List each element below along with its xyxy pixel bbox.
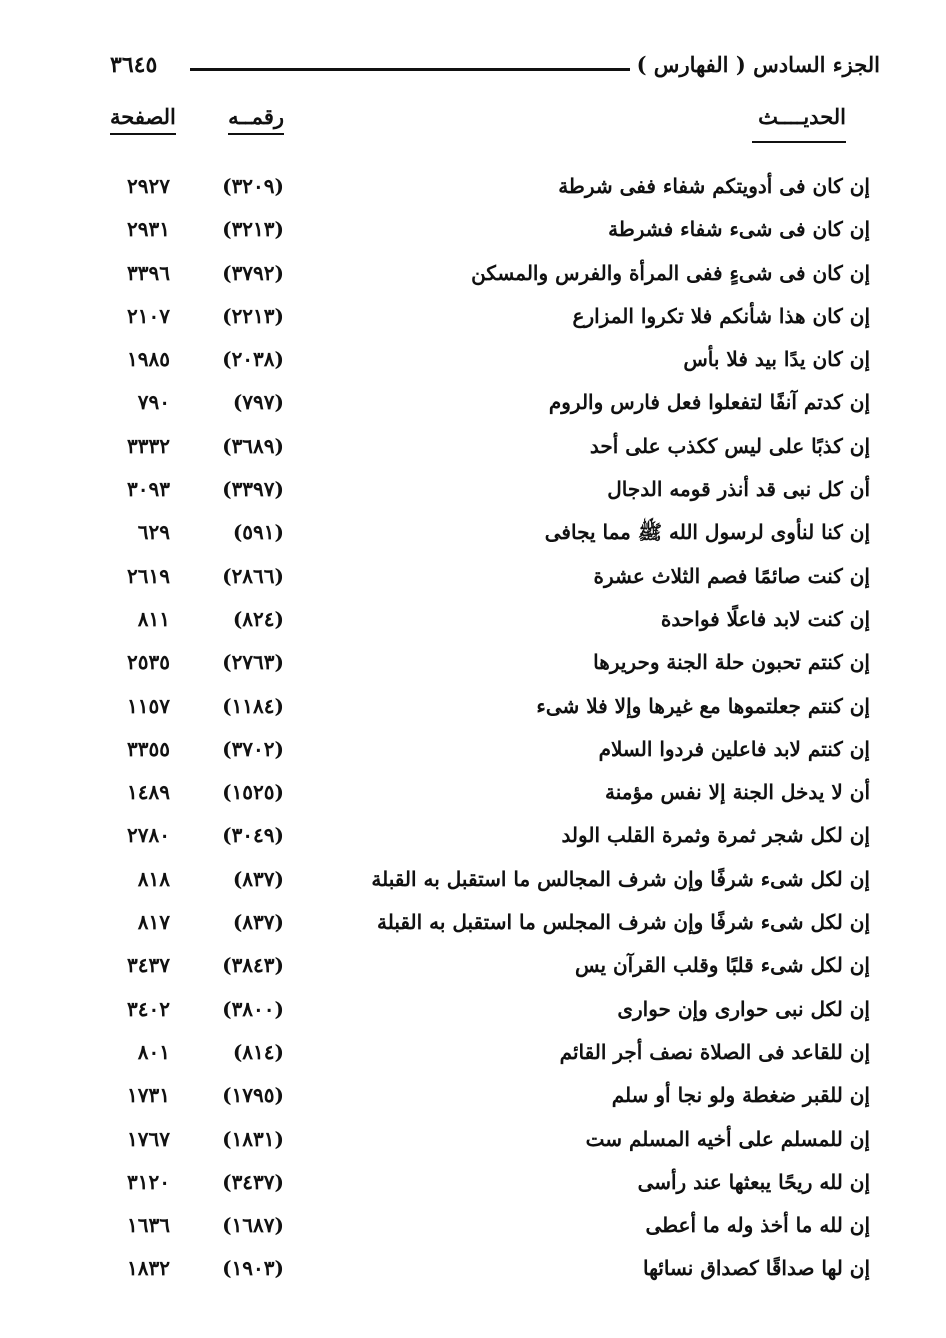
hadith-number: (٣٢٠٩) xyxy=(222,174,284,198)
index-entry xyxy=(0,1166,946,1209)
index-entry xyxy=(0,993,946,1036)
page-reference: ٧٩٠ xyxy=(137,390,170,415)
hadith-text: أن كل نبى قد أنذر قومه الدجال xyxy=(607,477,870,502)
header-rule xyxy=(190,68,630,71)
hadith-number: (٣٧٠٢) xyxy=(222,736,284,761)
page-reference: ٢٧٨٠ xyxy=(127,823,170,848)
index-entry xyxy=(0,1209,946,1252)
hadith-number: (٣٦٨٩) xyxy=(222,433,284,458)
index-entry xyxy=(0,473,946,516)
hadith-text: إن لله ريحًا يبعثها عند رأسى xyxy=(637,1169,870,1194)
hadith-number: (١٩٠٣) xyxy=(222,1256,284,1281)
index-entry xyxy=(0,733,946,776)
hadith-number: (٣٨٤٣) xyxy=(222,953,284,978)
page-reference: ٨١٨ xyxy=(137,866,170,891)
hadith-text: إن كنتم تحبون حلة الجنة وحريرها xyxy=(593,650,870,675)
page-reference: ٢٦١٩ xyxy=(127,563,170,588)
column-heading-number: رقمــه xyxy=(228,104,284,135)
index-entry xyxy=(0,170,946,213)
page-reference: ١٦٣٦ xyxy=(127,1213,170,1238)
hadith-number: (٨١٤) xyxy=(232,1039,284,1064)
hadith-number: (٨٣٧) xyxy=(232,910,284,935)
hadith-text: إن للقبر ضغطة ولو نجا أو سلم xyxy=(611,1083,870,1108)
index-entry xyxy=(0,906,946,949)
hadith-text: إن كان يدًا بيد فلا بأس xyxy=(683,347,870,372)
page-reference: ٣٣٣٢ xyxy=(127,433,170,458)
index-entry xyxy=(0,690,946,733)
page-number: ٣٦٤٥ xyxy=(110,52,158,78)
hadith-text: إن للمسلم على أخيه المسلم ست xyxy=(585,1126,870,1151)
hadith-text: إن لله ما أخذ وله ما أعطى xyxy=(645,1213,870,1238)
hadith-number: (٨٢٤) xyxy=(232,606,284,631)
page-reference: ١٧٦٧ xyxy=(127,1126,170,1151)
page-reference: ٨١٧ xyxy=(137,910,170,935)
hadith-text: إن لكل نبى حوارى وإن حوارى xyxy=(617,996,870,1021)
hadith-number: (٨٣٧) xyxy=(232,866,284,891)
hadith-text: إن كنتم لابد فاعلين فردوا السلام xyxy=(598,736,870,761)
hadith-text: إن كان فى شىءٍ ففى المرأة والفرس والمسكن xyxy=(471,260,870,285)
index-entry xyxy=(0,949,946,992)
hadith-text: إن كان هذا شأنكم فلا تكروا المزارع xyxy=(572,303,870,328)
index-entry xyxy=(0,516,946,559)
hadith-number: (١٦٨٧) xyxy=(222,1213,284,1238)
hadith-number: (٢٨٦٦) xyxy=(222,563,284,588)
page-reference: ٨١١ xyxy=(137,606,170,631)
hadith-index-list xyxy=(0,170,946,1296)
page-reference: ١٧٣١ xyxy=(127,1083,170,1108)
hadith-number: (٧٩٧) xyxy=(232,390,284,415)
page-reference: ٣٠٩٣ xyxy=(127,477,170,502)
index-entry xyxy=(0,1079,946,1122)
page-reference: ٣٤٣٧ xyxy=(127,953,170,978)
hadith-text: إن كان فى أدويتكم شفاء ففى شرطة xyxy=(558,174,870,198)
page-reference: ٣٤٠٢ xyxy=(127,996,170,1021)
hadith-text: إن لها صداقًا كصداق نسائها xyxy=(642,1256,870,1281)
hadith-number: (٣٢١٣) xyxy=(222,217,284,242)
index-entry xyxy=(0,430,946,473)
hadith-text: إن لكل شىء قلبًا وقلب القرآن يس xyxy=(574,953,870,978)
page-reference: ١٤٨٩ xyxy=(127,780,170,805)
index-entry xyxy=(0,300,946,343)
hadith-text: إن للقاعد فى الصلاة نصف أجر القائم xyxy=(559,1039,870,1064)
index-entry xyxy=(0,603,946,646)
page-reference: ٢١٠٧ xyxy=(127,303,170,328)
index-entry xyxy=(0,1036,946,1079)
hadith-text: إن كدتم آنفًا لتفعلوا فعل فارس والروم xyxy=(548,390,870,415)
index-entry xyxy=(0,646,946,689)
hadith-text: إن كنتم جعلتموها مع غيرها وإلا فلا شىء xyxy=(536,693,870,718)
page-reference: ٣٣٥٥ xyxy=(127,736,170,761)
index-entry xyxy=(0,343,946,386)
index-entry xyxy=(0,1123,946,1166)
hadith-number: (٣٤٣٧) xyxy=(222,1169,284,1194)
index-entry xyxy=(0,257,946,300)
hadith-number: (١١٨٤) xyxy=(222,693,284,718)
page-reference: ٢٩٣١ xyxy=(127,217,170,242)
index-entry xyxy=(0,560,946,603)
index-entry xyxy=(0,213,946,256)
hadith-number: (١٨٣١) xyxy=(222,1126,284,1151)
page-reference: ٢٥٣٥ xyxy=(127,650,170,675)
page-reference: ٦٢٩ xyxy=(137,520,170,545)
hadith-number: (٣٧٩٢) xyxy=(222,260,284,285)
hadith-number: (٢٢١٣) xyxy=(222,303,284,328)
hadith-number: (٢٠٣٨) xyxy=(222,347,284,372)
column-heading-hadith: الحديــــث xyxy=(752,104,846,143)
index-entry xyxy=(0,386,946,429)
index-entry xyxy=(0,776,946,819)
page-reference: ٨٠١ xyxy=(137,1039,170,1064)
page-reference: ١١٥٧ xyxy=(127,693,170,718)
column-heading-page: الصفحة xyxy=(110,104,176,135)
page-reference: ١٩٨٥ xyxy=(127,347,170,372)
hadith-number: (١٧٩٥) xyxy=(222,1083,284,1108)
hadith-number: (١٥٢٥) xyxy=(222,780,284,805)
hadith-text: إن كنت لابد فاعلًا فواحدة xyxy=(660,606,870,631)
hadith-number: (٣٣٩٧) xyxy=(222,477,284,502)
hadith-text: إن كنت صائمًا فصم الثلاث عشرة xyxy=(593,563,870,588)
hadith-text: إن لكل شجر ثمرة وثمرة القلب الولد xyxy=(561,823,870,848)
header-title: الجزء السادس ( الفهارس ) xyxy=(636,52,880,77)
hadith-text: إن كذبًا على ليس ككذب على أحد xyxy=(589,433,870,458)
index-entry xyxy=(0,863,946,906)
page-reference: ١٨٣٢ xyxy=(127,1256,170,1281)
hadith-number: (٣٨٠٠) xyxy=(222,996,284,1021)
page-reference: ٢٩٢٧ xyxy=(127,174,170,198)
hadith-text: إن كنا لنأوى لرسول الله ﷺ مما يجافى xyxy=(544,520,870,545)
page-reference: ٣١٢٠ xyxy=(127,1169,170,1194)
hadith-text: أن لا يدخل الجنة إلا نفس مؤمنة xyxy=(605,780,870,805)
hadith-number: (٣٠٤٩) xyxy=(222,823,284,848)
running-header xyxy=(100,52,880,88)
hadith-text: إن كان فى شىء شفاء فشرطة xyxy=(608,217,870,242)
hadith-number: (٢٧٦٣) xyxy=(222,650,284,675)
page-reference: ٣٣٩٦ xyxy=(127,260,170,285)
hadith-text: إن لكل شىء شرفًا وإن شرف المجالس ما استقبل به القبلة xyxy=(371,866,870,891)
index-entry xyxy=(0,819,946,862)
hadith-number: (٥٩١) xyxy=(232,520,284,545)
hadith-text: إن لكل شىء شرفًا وإن شرف المجلس ما استقبل به القبلة xyxy=(377,910,870,935)
index-entry xyxy=(0,1252,946,1295)
